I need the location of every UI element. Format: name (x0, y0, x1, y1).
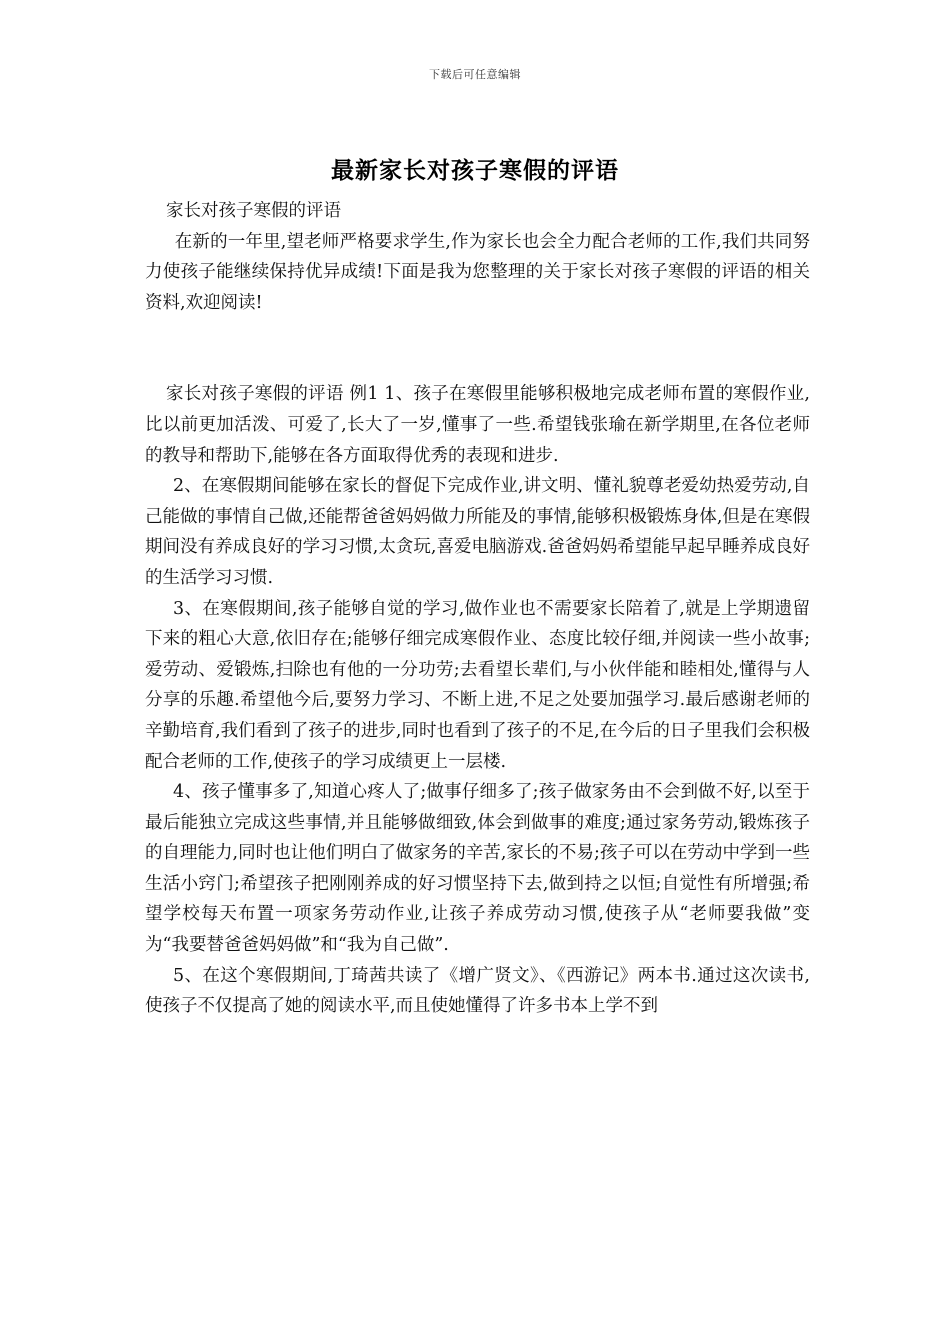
document-subtitle: 家长对孩子寒假的评语 (166, 201, 341, 221)
example-paragraph-2: 2、在寒假期间能够在家长的督促下完成作业,讲文明、懂礼貌尊老爱幼热爱劳动,自己能做的事情自己做,还能帮爸爸妈妈做力所能及的事情,能够积极锻炼身体,但是在寒假期间没有养成良好的学习习惯,太贪玩,喜爱电脑游戏.爸爸妈妈希望能早起早睡养成良好的生活学习习惯. (145, 476, 810, 588)
document-title: 最新家长对孩子寒假的评语 (331, 157, 619, 184)
example-paragraph-3: 3、在寒假期间,孩子能够自觉的学习,做作业也不需要家长陪着了,就是上学期遗留下来的粗心大意,依旧存在;能够仔细完成寒假作业、态度比较仔细,并阅读一些小故事;爱劳动、爱锻炼,扫除也有他的一分功劳;去看望长辈们,与小伙伴能和睦相处,懂得与人分享的乐趣.希望他今后,要努力学习、不断上进,不足之处要加强学习.最后感谢老师的辛勤培育,我们看到了孩子的进步,同时也看到了孩子的不足,在今后的日子里我们会积极配合老师的工作,使孩子的学习成绩更上一层楼. (145, 598, 810, 772)
example-paragraph-4: 4、孩子懂事多了,知道心疼人了;做事仔细多了;孩子做家务由不会到做不好,以至于最后能独立完成这些事情,并且能够做细致,体会到做事的难度;通过家务劳动,锻炼孩子的自理能力,同时也让他们明白了做家务的辛苦,家长的不易;孩子可以在劳动中学到一些生活小窍门;希望孩子把刚刚养成的好习惯坚持下去,做到持之以恒;自觉性有所增强;希望学校每天布置一项家务劳动作业,让孩子养成劳动习惯,使孩子从“老师要我做”变为“我要替爸爸妈妈做”和“我为自己做”. (145, 782, 810, 956)
example-paragraph-1: 家长对孩子寒假的评语 例1 1、孩子在寒假里能够积极地完成老师布置的寒假作业,比以前更加活泼、可爱了,长大了一岁,懂事了一些.希望钱张瑜在新学期里,在各位老师的教导和帮助下,能够在各方面取得优秀的表现和进步. (145, 384, 810, 466)
example-paragraph-5: 5、在这个寒假期间,丁琦茜共读了《增广贤文》、《西游记》两本书.通过这次读书,使孩子不仅提高了她的阅读水平,而且使她懂得了许多书本上学不到 (145, 965, 810, 1017)
header-note: 下载后可任意编辑 (429, 68, 521, 81)
intro-paragraph: 在新的一年里,望老师严格要求学生,作为家长也会全力配合老师的工作,我们共同努力使孩子能继续保持优异成绩!下面是我为您整理的关于家长对孩子寒假的评语的相关资料,欢迎阅读! (145, 231, 810, 313)
document-body (145, 196, 810, 1022)
